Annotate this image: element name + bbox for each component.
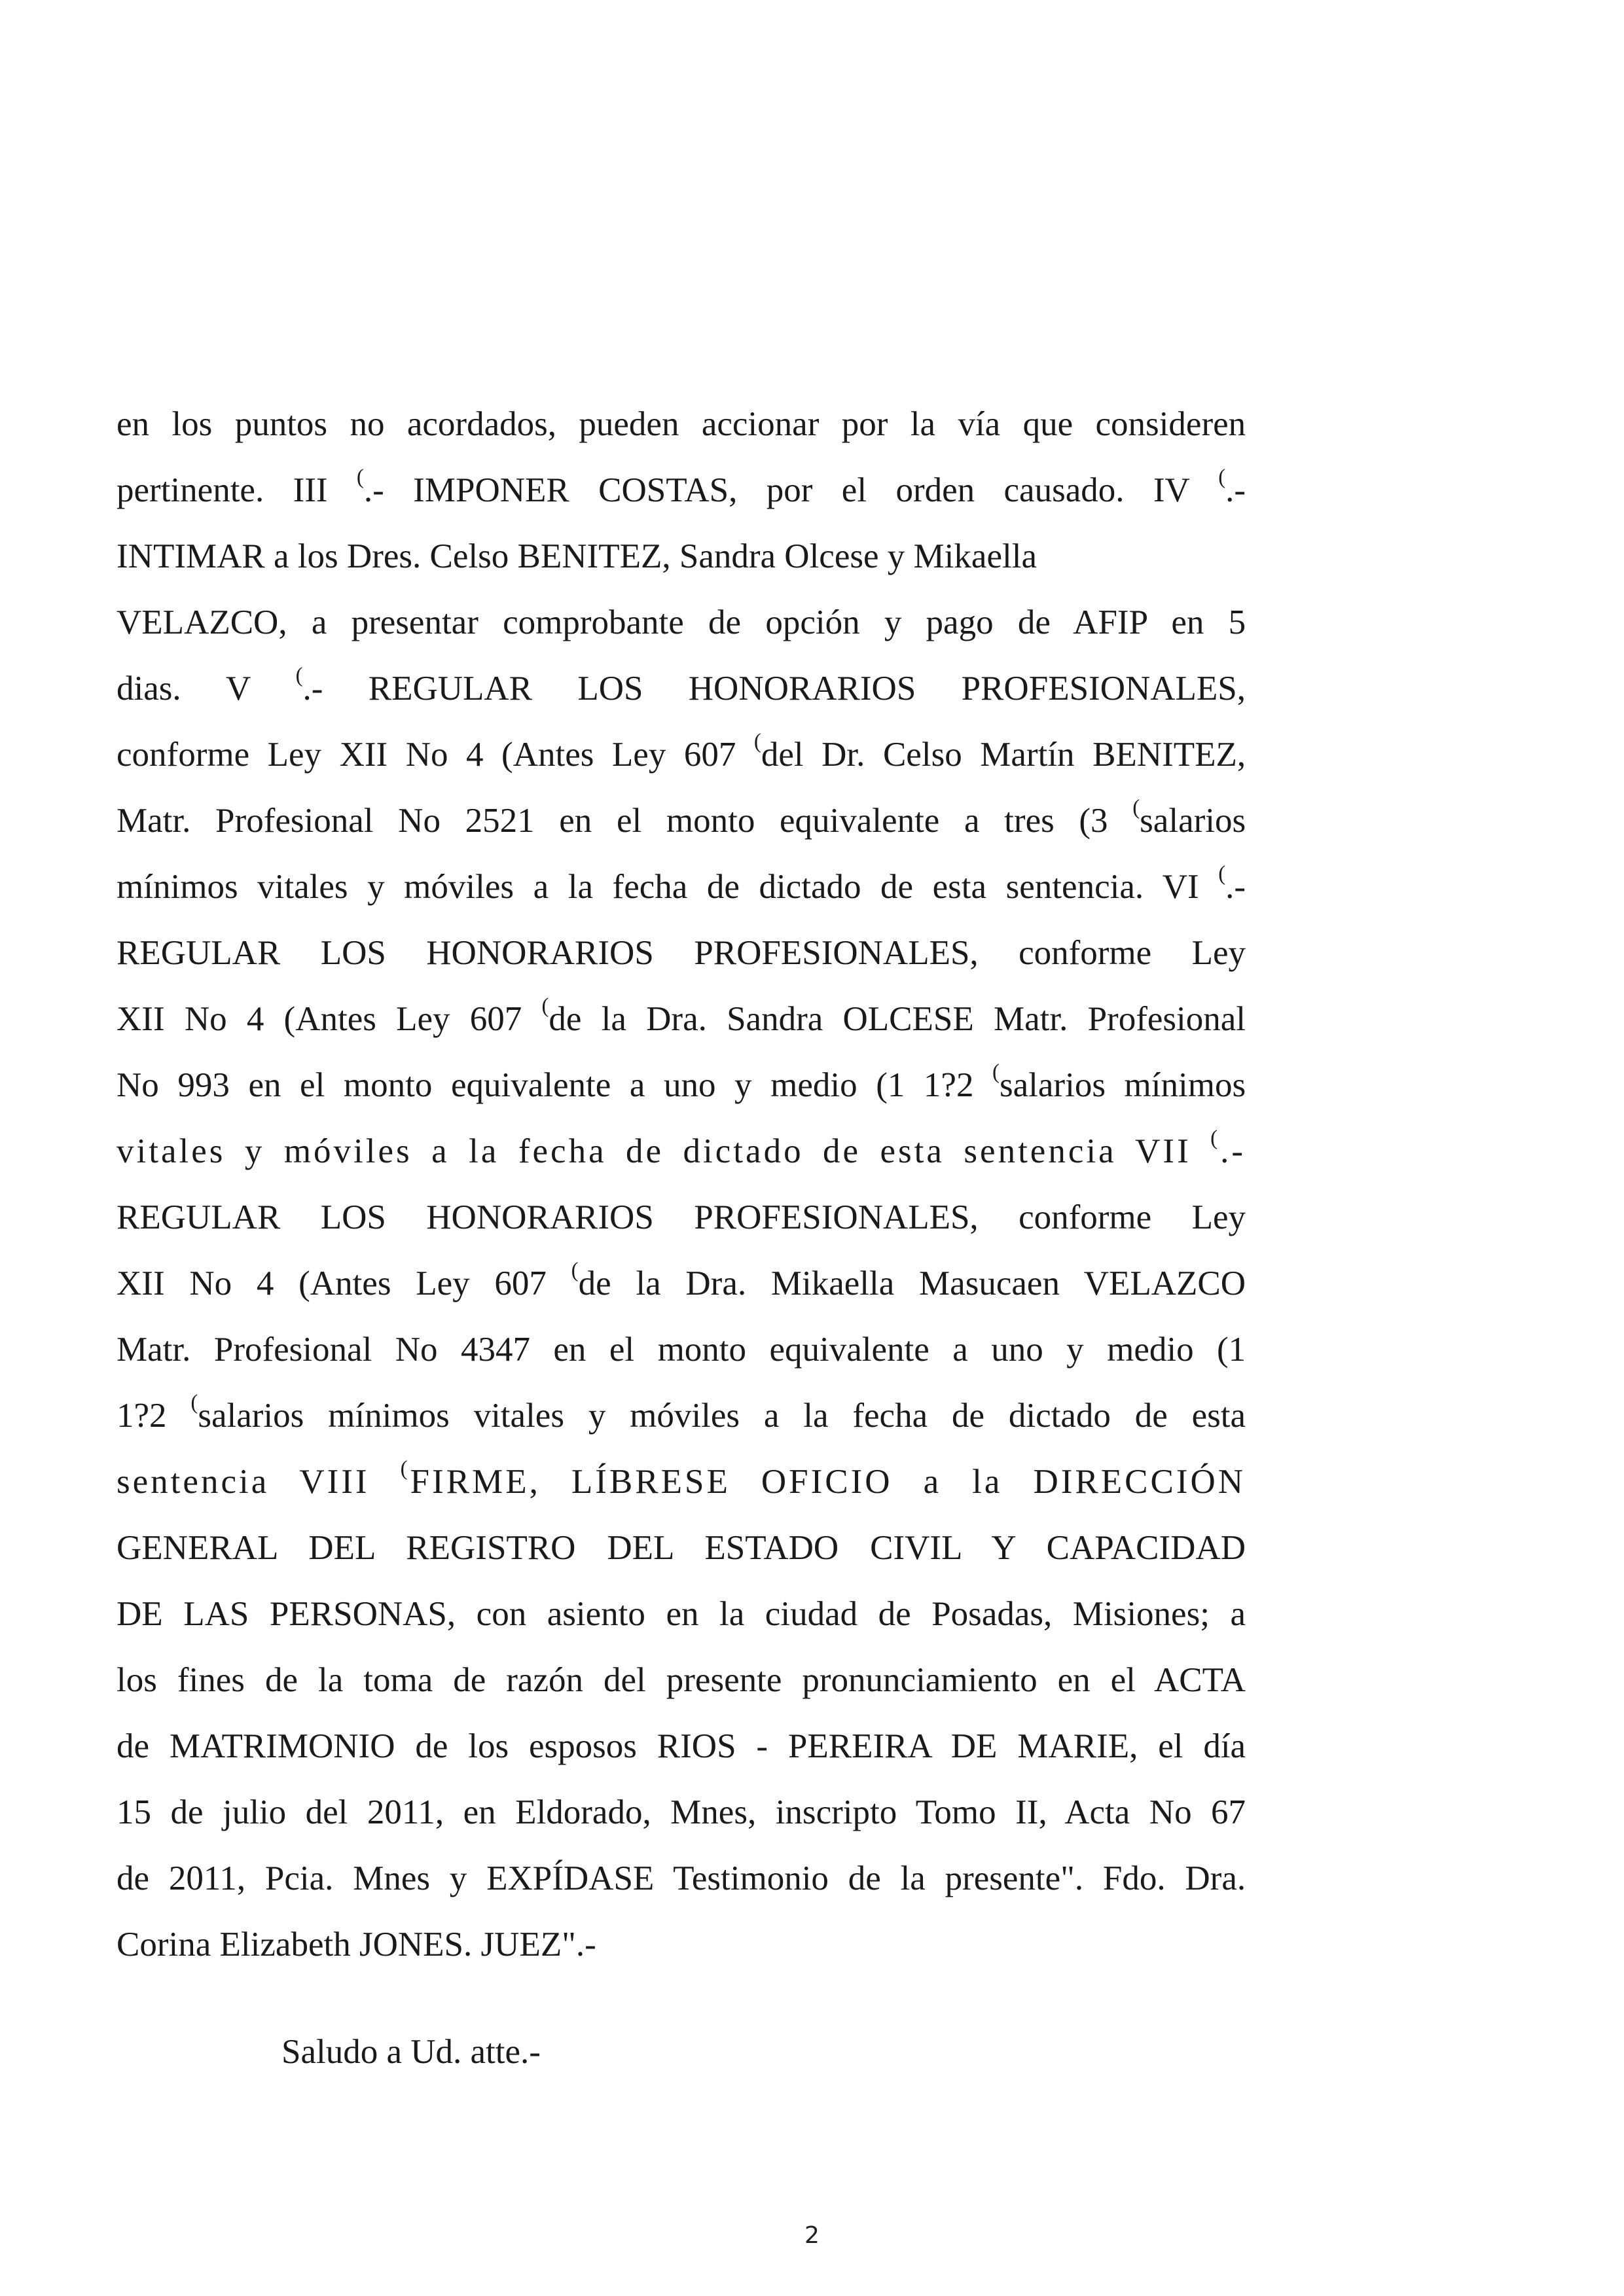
text-line-1: en los puntos no acordados, pueden accionar por la vía que consideren xyxy=(117,405,1246,443)
text-line-11: No 993 en el monto equivalente a uno y medio (1 1?2 (salarios mínimos xyxy=(117,1060,1246,1104)
text-line-8: mínimos vitales y móviles a la fecha de dictado de esta sentencia. VI (.- xyxy=(117,862,1246,906)
text-line-10: XII No 4 (Antes Ley 607 (de la Dra. Sandra OLCESE Matr. Profesional xyxy=(117,994,1246,1038)
text-line-16: 1?2 (salarios mínimos vitales y móviles a la fecha de dictado de esta xyxy=(117,1391,1246,1435)
text-line-15: Matr. Profesional No 4347 en el monto equivalente a uno y medio (1 xyxy=(117,1331,1246,1369)
text-line-23: de 2011, Pcia. Mnes y EXPÍDASE Testimonio de la presente". Fdo. Dra. xyxy=(117,1859,1246,1897)
text-line-19: DE LAS PERSONAS, con asiento en la ciudad de Posadas, Misiones; a xyxy=(117,1595,1246,1633)
text-line-17: sentencia VIII (FIRME, LÍBRESE OFICIO a la DIRECCIÓN xyxy=(117,1457,1246,1501)
text-line-14: XII No 4 (Antes Ley 607 (de la Dra. Mikaella Masucaen VELAZCO xyxy=(117,1259,1246,1302)
text-line-20: los fines de la toma de razón del presente pronunciamiento en el ACTA xyxy=(117,1661,1246,1699)
text-line-5: dias. V (.- REGULAR LOS HONORARIOS PROFESIONALES, xyxy=(117,664,1246,708)
text-line-3: INTIMAR a los Dres. Celso BENITEZ, Sandra Olcese y Mikaella xyxy=(117,537,1037,575)
text-line-24: Corina Elizabeth JONES. JUEZ".- xyxy=(117,1926,596,1964)
text-line-21: de MATRIMONIO de los esposos RIOS - PEREIRA DE MARIE, el día xyxy=(117,1727,1246,1765)
page-number: 2 xyxy=(804,2222,820,2249)
text-line-12: vitales y móviles a la fecha de dictado de esta sentencia VII (.- xyxy=(117,1126,1246,1170)
text-line-13: REGULAR LOS HONORARIOS PROFESIONALES, conforme Ley xyxy=(117,1198,1246,1236)
text-line-6: conforme Ley XII No 4 (Antes Ley 607 (del Dr. Celso Martín BENITEZ, xyxy=(117,730,1246,774)
text-line-18: GENERAL DEL REGISTRO DEL ESTADO CIVIL Y CAPACIDAD xyxy=(117,1529,1246,1567)
body-text xyxy=(117,391,1246,1978)
text-line-22: 15 de julio del 2011, en Eldorado, Mnes, inscripto Tomo II, Acta No 67 xyxy=(117,1793,1246,1831)
text-line-9: REGULAR LOS HONORARIOS PROFESIONALES, conforme Ley xyxy=(117,934,1246,972)
closing-salutation: Saludo a Ud. atte.- xyxy=(281,2033,541,2071)
text-line-7: Matr. Profesional No 2521 en el monto equivalente a tres (3 (salarios xyxy=(117,796,1246,840)
text-line-4: VELAZCO, a presentar comprobante de opción y pago de AFIP en 5 xyxy=(117,603,1246,641)
text-line-2: pertinente. III (.- IMPONER COSTAS, por el orden causado. IV (.- xyxy=(117,465,1246,509)
